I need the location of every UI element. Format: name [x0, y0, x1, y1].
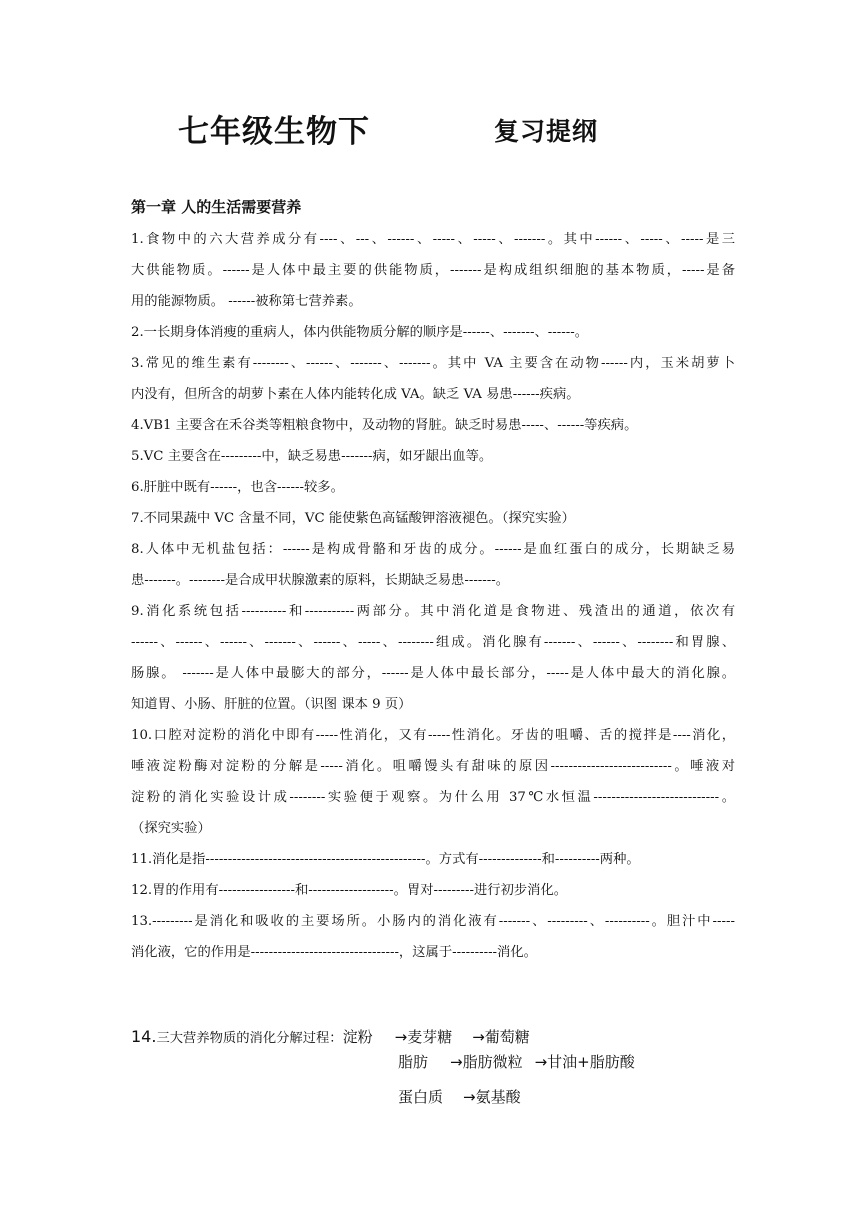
question-item: [131, 844, 735, 875]
question-line: 5.VC 主要含在---------中，缺乏易患-------病，如牙龈出血等。: [131, 449, 493, 464]
protein-flow: [398, 1086, 521, 1107]
question-line: 1.食物中的六大营养成分有----、---、------、-----、-----、-------。其中------、-----、-----是三: [131, 232, 735, 247]
question-item: [131, 317, 735, 348]
item-14-label: 三大营养物质的消化分解过程：: [156, 1031, 343, 1046]
question-line: 知道胃、小肠、肝脏的位置。（识图 课本 9 页）: [131, 697, 412, 712]
question-line: 淀粉的消化实验设计成--------实验便于观察。为什么用 37℃水恒温----------------------------。: [131, 790, 735, 805]
question-item: [131, 720, 735, 844]
question-line: 肠腺。 -------是人体中最膨大的部分，------是人体中最长部分，-----是人体中最大的消化腺。: [131, 666, 735, 681]
question-line: 4.VB1 主要含在禾谷类等粗粮食物中，及动物的肾脏。缺乏时易患-----、------等疾病。: [131, 418, 638, 433]
question-line: 12.胃的作用有-----------------和-------------------。胃对---------进行初步消化。: [131, 883, 568, 898]
item-14-number: 14.: [131, 1027, 157, 1046]
protein-label: 蛋白质: [398, 1088, 444, 1106]
question-item: [131, 410, 735, 441]
question-item: [131, 596, 735, 720]
question-line: 6.肝脏中既有------，也含------较多。: [131, 480, 344, 495]
fat-droplets: →脂肪微粒: [450, 1053, 523, 1071]
question-list: [131, 224, 735, 968]
item-14-heading: [131, 1026, 530, 1047]
protein-amino: →氨基酸: [463, 1088, 521, 1106]
question-line: ------、------、------、-------、------、-----、--------组成。消化腺有-------、------、--------和胃腺、: [131, 635, 735, 650]
question-item: [131, 441, 735, 472]
question-item: [131, 348, 735, 410]
starch-label: 淀粉: [342, 1028, 373, 1046]
question-line: 7.不同果蔬中 VC 含量不同，VC 能使紫色高锰酸钾溶液褪色。（探究实验）: [131, 511, 575, 526]
question-line: 患-------。--------是合成甲状腺激素的原料，长期缺乏易患-------。: [131, 573, 510, 588]
question-line: 11.消化是指-------------------------------------------------。方式有--------------和----------两种。: [131, 852, 640, 867]
question-line: （探究实验）: [131, 821, 211, 836]
question-line: 2.一长期身体消瘦的重病人，体内供能物质分解的顺序是------、-------、------。: [131, 325, 589, 340]
fat-glycerol: →甘油+脂肪酸: [534, 1053, 635, 1071]
fat-label: 脂肪: [398, 1053, 429, 1071]
question-item: [131, 224, 735, 317]
question-line: 消化液，它的作用是---------------------------------，这属于----------消化。: [131, 945, 537, 960]
question-line: 9.消化系统包括----------和-----------两部分。其中消化道是食物进、残渣出的通道，依次有: [131, 604, 735, 619]
question-line: 8.人体中无机盐包括：------是构成骨骼和牙齿的成分。------是血红蛋白的成分，长期缺乏易: [131, 542, 735, 557]
starch-maltose: →麦芽糖: [394, 1028, 453, 1046]
question-item: [131, 503, 735, 534]
chapter-heading: 第一章 人的生活需要营养: [131, 198, 302, 216]
question-line: 大供能物质。------是人体中最主要的供能物质，-------是构成组织细胞的基本物质，-----是备: [131, 263, 735, 278]
question-item: [131, 906, 735, 968]
question-line: 10.口腔对淀粉的消化中即有-----性消化，又有-----性消化。牙齿的咀嚼、舌的搅拌是----消化，: [131, 728, 735, 743]
document-title: 七年级生物下: [178, 114, 370, 150]
question-item: [131, 472, 735, 503]
question-line: 内没有，但所含的胡萝卜素在人体内能转化成 VA。缺乏 VA 易患------疾病。: [131, 387, 580, 402]
question-line: 用的能源物质。 ------被称第七营养素。: [131, 294, 362, 309]
question-line: 3.常见的维生素有--------、------、-------、-------。其中 VA 主要含在动物------内，玉米胡萝卜: [131, 356, 735, 371]
question-item: [131, 875, 735, 906]
starch-glucose: →葡萄糖: [472, 1028, 530, 1046]
question-line: 13.---------是消化和吸收的主要场所。小肠内的消化液有-------、---------、----------。胆汁中-----: [131, 914, 735, 929]
fat-flow: [398, 1051, 635, 1072]
question-item: [131, 534, 735, 596]
document-subtitle: 复习提纲: [494, 117, 599, 146]
question-line: 唾液淀粉酶对淀粉的分解是-----消化。咀嚼馒头有甜味的原因---------------------------。唾液对: [131, 759, 735, 774]
